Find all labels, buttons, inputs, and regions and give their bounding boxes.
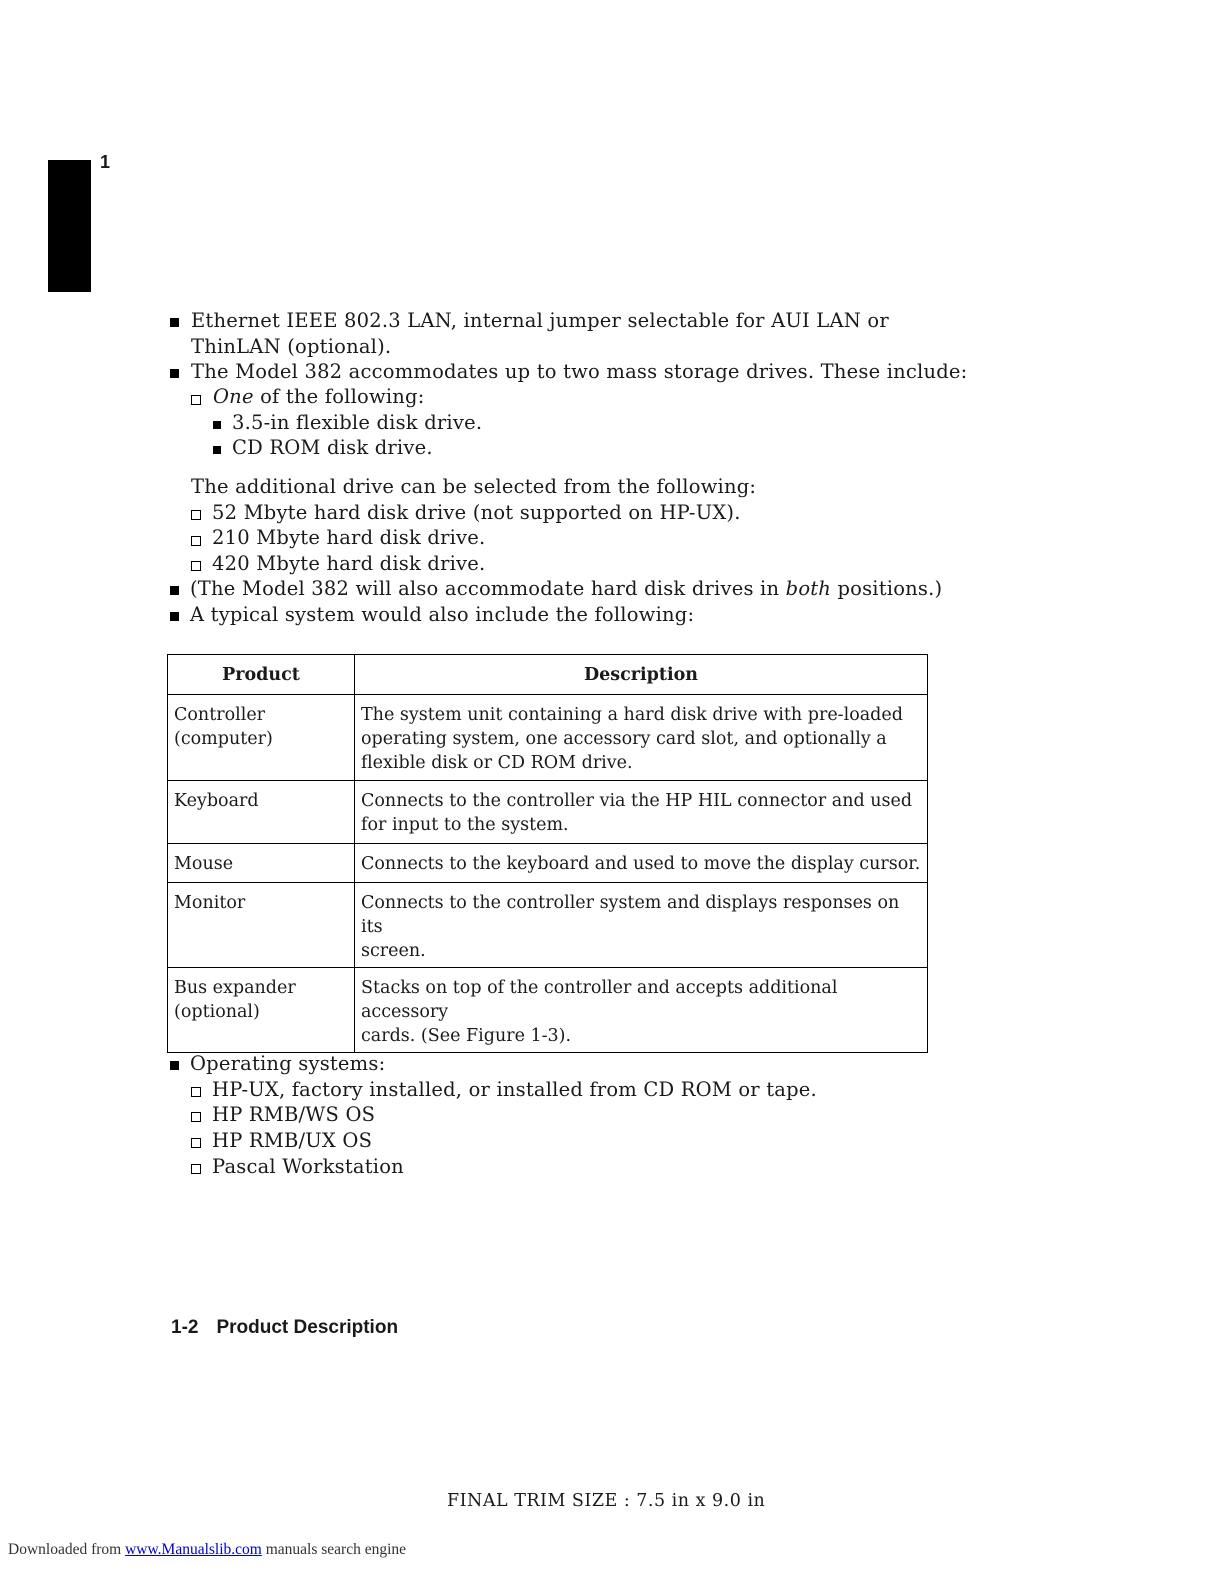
product-cell: Monitor — [168, 883, 355, 968]
os-heading: Operating systems: — [190, 1052, 386, 1075]
product-cell: Bus expander (optional) — [168, 968, 355, 1053]
description-cell: Connects to the keyboard and used to move the display cursor. — [355, 844, 928, 883]
product-table — [167, 654, 928, 1053]
os-item: Pascal Workstation — [212, 1155, 404, 1178]
additional-item: 210 Mbyte hard disk drive. — [212, 526, 486, 549]
bullet-icon — [170, 1061, 179, 1070]
product-cell: Mouse — [168, 844, 355, 883]
bullet-both-note: (The Model 382 will also accommodate hard disk drives in both positions.) — [190, 577, 943, 600]
additional-item: 420 Mbyte hard disk drive. — [212, 552, 486, 575]
manualslib-link[interactable]: www.Manualslib.com — [125, 1541, 262, 1558]
download-note: Downloaded from www.Manualslib.com manuals search engine — [8, 1541, 407, 1558]
description-cell: Connects to the controller system and displays responses on its screen. — [355, 883, 928, 968]
description-cell: Stacks on top of the controller and accepts additional accessory cards. (See Figure 1-3). — [355, 968, 928, 1053]
hollow-bullet-icon — [191, 536, 201, 546]
hollow-bullet-icon — [191, 395, 201, 405]
column-header-product: Product — [168, 655, 355, 695]
table-row — [168, 781, 928, 844]
hollow-bullet-icon — [191, 561, 201, 571]
hollow-bullet-icon — [191, 1087, 201, 1097]
one-of-item: CD ROM disk drive. — [232, 436, 433, 459]
chapter-number: 1 — [100, 152, 111, 172]
trim-size-note: FINAL TRIM SIZE : 7.5 in x 9.0 in — [447, 1491, 766, 1511]
table-row — [168, 844, 928, 883]
os-item: HP RMB/WS OS — [212, 1103, 376, 1126]
section-title: Product Description — [216, 1317, 399, 1338]
hollow-bullet-icon — [191, 1138, 201, 1148]
hollow-bullet-icon — [191, 1164, 201, 1174]
bullet-icon — [170, 586, 179, 595]
os-item: HP RMB/UX OS — [212, 1129, 373, 1152]
bullet-storage: The Model 382 accommodates up to two mass storage drives. These include: — [191, 360, 968, 383]
chapter-tab — [48, 160, 91, 292]
bullet-ethernet-line2: ThinLAN (optional). — [191, 335, 392, 358]
hollow-bullet-icon — [191, 510, 201, 520]
table-header-row — [168, 655, 928, 695]
bullet-typical: A typical system would also include the following: — [190, 603, 695, 626]
product-cell: Controller (computer) — [168, 695, 355, 781]
os-item: HP-UX, factory installed, or installed from CD ROM or tape. — [212, 1078, 817, 1101]
bullet-icon — [213, 446, 221, 454]
description-cell: The system unit containing a hard disk drive with pre-loaded operating system, one accessory card slot, and optionally a flexible disk or CD ROM drive. — [355, 695, 928, 781]
page-number: 1-2 — [171, 1317, 199, 1338]
one-of-item: 3.5-in flexible disk drive. — [232, 411, 483, 434]
product-cell: Keyboard — [168, 781, 355, 844]
bullet-ethernet-line1: Ethernet IEEE 802.3 LAN, internal jumper selectable for AUI LAN or — [191, 309, 889, 332]
bullet-icon — [170, 369, 179, 378]
bullet-icon — [170, 318, 179, 327]
hollow-bullet-icon — [191, 1112, 201, 1122]
additional-item: 52 Mbyte hard disk drive (not supported on HP-UX). — [212, 501, 741, 524]
description-cell: Connects to the controller via the HP HIL connector and used for input to the system. — [355, 781, 928, 844]
additional-intro: The additional drive can be selected from the following: — [191, 475, 757, 498]
table-row — [168, 883, 928, 968]
table-row — [168, 695, 928, 781]
column-header-description: Description — [355, 655, 928, 695]
page-footer — [171, 1317, 398, 1339]
one-of-heading: One of the following: — [213, 385, 425, 408]
bullet-icon — [213, 421, 221, 429]
bullet-icon — [170, 612, 179, 621]
table-row — [168, 968, 928, 1053]
